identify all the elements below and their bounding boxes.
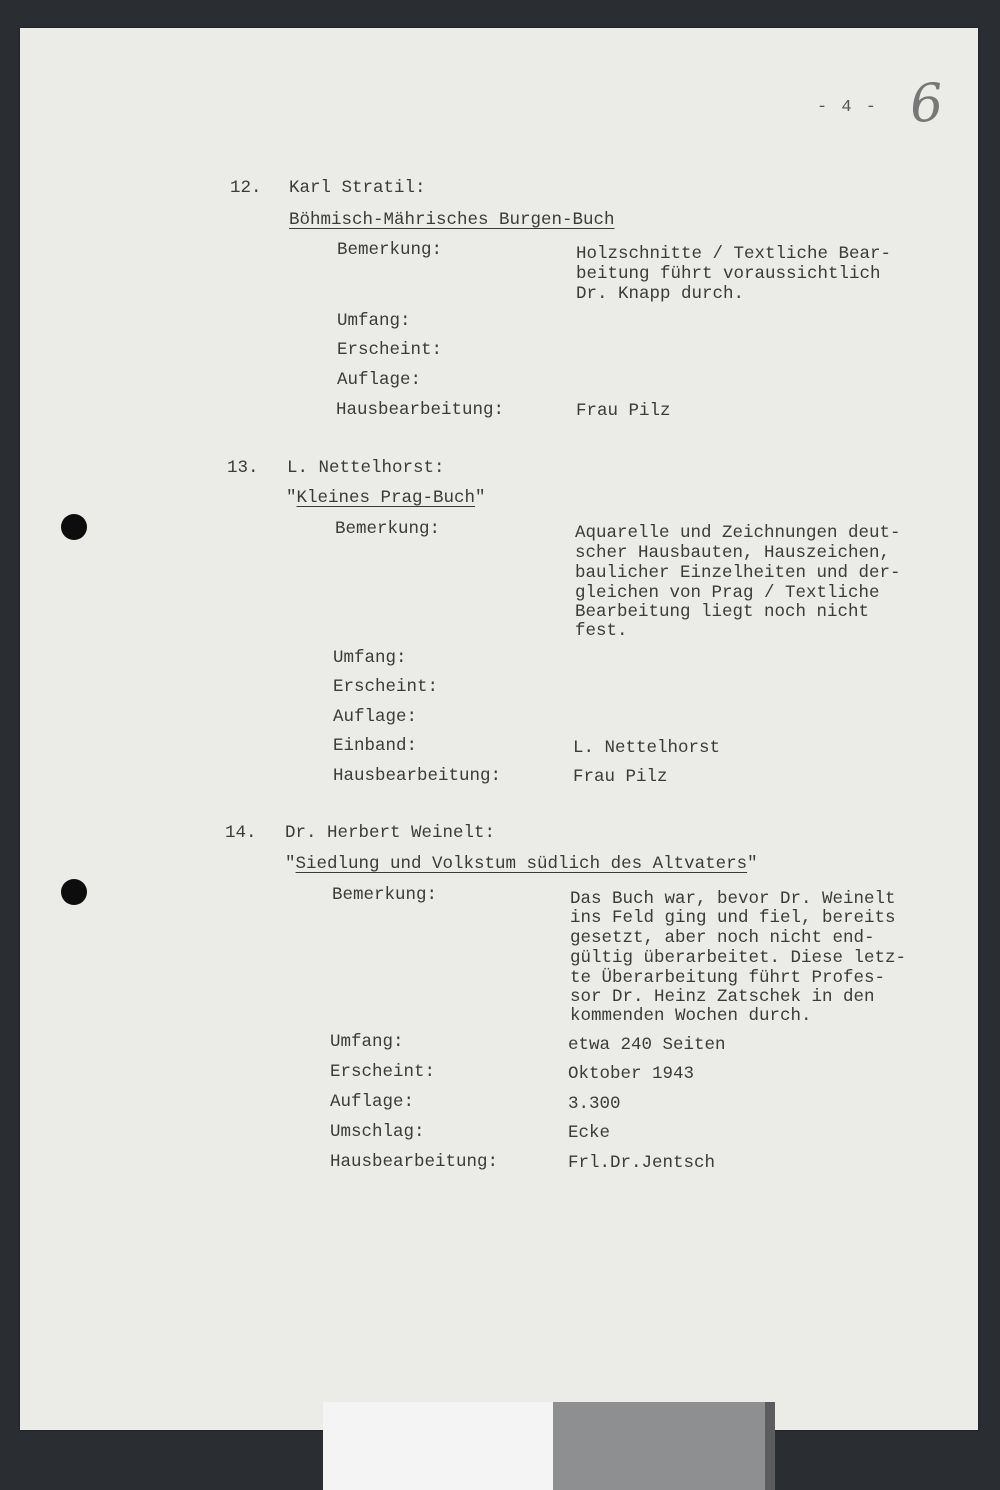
remark-line: kommenden Wochen durch. <box>570 1006 812 1026</box>
remark-line: ins Feld ging und fiel, bereits <box>570 908 896 928</box>
entry-title-line <box>286 488 486 508</box>
field-label: Auflage: <box>333 707 418 727</box>
strip-white-patch <box>323 1402 553 1490</box>
page-number: - 4 - <box>817 98 879 117</box>
entry-title: Kleines Prag-Buch <box>296 488 476 508</box>
entry-author: Karl Stratil: <box>289 178 426 198</box>
remark-line: gleichen von Prag / Textliche <box>575 583 880 603</box>
field-label: Auflage: <box>337 370 422 390</box>
remark-line: gültig überarbeitet. Diese letz- <box>570 948 907 968</box>
field-label: Erscheint: <box>333 677 439 697</box>
handwritten-page-number: 6 <box>907 72 946 136</box>
strip-dark-edge <box>765 1402 775 1490</box>
field-value: Oktober 1943 <box>568 1064 695 1084</box>
field-value: Frau Pilz <box>573 767 668 787</box>
remark-line: scher Hausbauten, Hauszeichen, <box>575 543 891 563</box>
remark-line: baulicher Einzelheiten und der- <box>575 563 901 583</box>
field-value: Frau Pilz <box>576 401 671 421</box>
title-close-quote: " <box>475 488 486 508</box>
entry-title: Böhmisch-Mährisches Burgen-Buch <box>289 210 615 230</box>
title-open-quote: " <box>285 854 296 874</box>
field-label: Einband: <box>333 736 418 756</box>
remark-label: Bemerkung: <box>337 240 443 260</box>
entry-number: 14. <box>225 823 257 843</box>
field-value: etwa 240 Seiten <box>568 1035 726 1055</box>
document-page <box>20 28 978 1430</box>
field-label: Hausbearbeitung: <box>330 1152 499 1172</box>
remark-label: Bemerkung: <box>332 885 438 905</box>
field-label: Auflage: <box>330 1092 415 1112</box>
field-value: L. Nettelhorst <box>573 738 721 758</box>
remark-line: beitung führt voraussichtlich <box>576 264 881 284</box>
remark-line: fest. <box>575 621 628 641</box>
field-label: Umfang: <box>337 311 411 331</box>
title-close-quote: " <box>747 854 758 874</box>
remark-line: sor Dr. Heinz Zatschek in den <box>570 987 875 1007</box>
punch-hole <box>61 514 87 540</box>
field-value: Ecke <box>568 1123 611 1143</box>
remark-line: Aquarelle und Zeichnungen deut- <box>575 523 901 543</box>
entry-author: Dr. Herbert Weinelt: <box>285 823 496 843</box>
field-value: 3.300 <box>568 1094 621 1114</box>
strip-gray-patch <box>553 1402 765 1490</box>
field-label: Hausbearbeitung: <box>333 766 502 786</box>
remark-line: gesetzt, aber noch nicht end- <box>570 928 875 948</box>
remark-label: Bemerkung: <box>335 519 441 539</box>
entry-number: 12. <box>230 178 262 198</box>
scan-color-strip <box>323 1402 775 1490</box>
entry-author: L. Nettelhorst: <box>287 458 445 478</box>
field-label: Umschlag: <box>330 1122 425 1142</box>
remark-line: Das Buch war, bevor Dr. Weinelt <box>570 889 896 909</box>
entry-number: 13. <box>227 458 259 478</box>
field-label: Erscheint: <box>337 340 443 360</box>
entry-title: Siedlung und Volkstum südlich des Altvaters <box>295 854 748 874</box>
remark-line: te Überarbeitung führt Profes- <box>570 968 886 988</box>
punch-hole <box>61 879 87 905</box>
entry-title-line <box>285 854 758 874</box>
title-open-quote: " <box>286 488 297 508</box>
field-value: Frl.Dr.Jentsch <box>568 1153 716 1173</box>
field-label: Erscheint: <box>330 1062 436 1082</box>
remark-line: Dr. Knapp durch. <box>576 284 745 304</box>
field-label: Hausbearbeitung: <box>336 400 505 420</box>
remark-line: Holzschnitte / Textliche Bear- <box>576 244 892 264</box>
remark-line: Bearbeitung liegt noch nicht <box>575 602 870 622</box>
field-label: Umfang: <box>330 1032 404 1052</box>
field-label: Umfang: <box>333 648 407 668</box>
